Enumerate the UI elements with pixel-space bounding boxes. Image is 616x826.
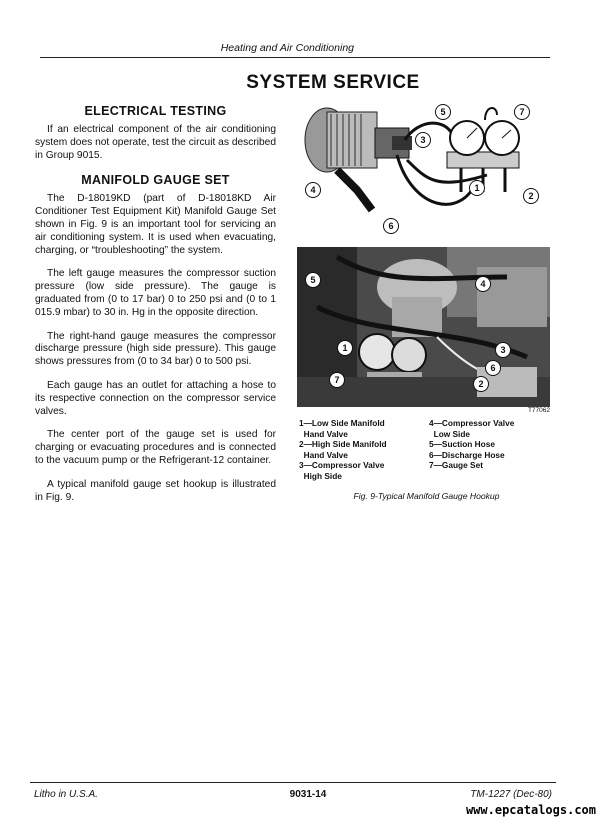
electrical-testing-heading: ELECTRICAL TESTING [84, 104, 227, 118]
legend-item: 1 —Low Side Manifold Hand Valve [299, 418, 385, 439]
callout-bottom-3: 3 [495, 342, 511, 358]
watermark: www.epcatalogs.com [465, 803, 596, 817]
callout-top-4: 4 [305, 182, 321, 198]
electrical-paragraph: If an electrical component of the air conditioning system does not operate, test the circuit as described in Group 9015. [35, 124, 276, 161]
left-column [35, 104, 276, 515]
legend-item: 5 —Suction Hose [429, 439, 495, 450]
callout-bottom-6: 6 [485, 360, 501, 376]
page-title: SYSTEM SERVICE [246, 72, 420, 93]
callout-top-6: 6 [383, 218, 399, 234]
manifold-paragraph-1: The D-18019KD (part of D-18018KD Air Conditioner Test Equipment Kit) Manifold Gauge Set shown in Fig. 9 is an important tool for servicing an air conditioning system. It is used when evacuating, charging, or “troubleshooting” the system. [35, 193, 276, 256]
figure-caption: Fig. 9-Typical Manifold Gauge Hookup [353, 491, 500, 501]
header-rule [40, 57, 550, 58]
legend-column-left [299, 418, 419, 482]
legend-item: 7 —Gauge Set [429, 460, 483, 471]
page-number: 9031-14 [289, 789, 327, 800]
running-head: Heating and Air Conditioning [220, 42, 354, 54]
manifold-paragraph-2: The left gauge measures the compressor suction pressure (low side pressure). The gauge is graduated from (0 to 17 bar) 0 to 250 psi and (0 to 1 015.9 mbar) to 30 in. Hg in the opposite direction. [35, 268, 276, 318]
callout-bottom-1: 1 [337, 340, 353, 356]
manifold-paragraph-6: A typical manifold gauge set hookup is illustrated in Fig. 9. [35, 478, 276, 503]
manifold-paragraph-3: The right-hand gauge measures the compressor discharge pressure (high side pressure). This gauge shows pressures from (0 to 34 bar) 0 to 500 psi. [35, 330, 276, 368]
legend-column-right [429, 418, 549, 471]
callout-bottom-7: 7 [329, 372, 345, 388]
legend-item: 4 —Compressor Valve Low Side [429, 418, 515, 439]
callout-bottom-5: 5 [305, 272, 321, 288]
manifold-paragraph-4: Each gauge has an outlet for attaching a hose to its respective connection on the compressor service valves. [35, 379, 276, 417]
callout-bottom-2: 2 [473, 376, 489, 392]
photo-code: T77062 [527, 407, 550, 414]
legend-item: 3 —Compressor Valve High Side [299, 460, 385, 481]
callout-top-5: 5 [435, 104, 451, 120]
footer-litho: Litho in U.S.A. [34, 789, 98, 800]
callout-bottom-4: 4 [475, 276, 491, 292]
callout-top-3: 3 [415, 132, 431, 148]
legend-item: 2 —High Side Manifold Hand Valve [299, 439, 387, 460]
manifold-gauge-illustration [297, 100, 550, 247]
callout-top-7: 7 [514, 104, 530, 120]
legend-item: 6 —Discharge Hose [429, 449, 505, 460]
figure-9 [297, 100, 550, 415]
footer-rule [30, 782, 556, 783]
manifold-gauge-heading: MANIFOLD GAUGE SET [81, 173, 230, 188]
footer-manual-id: TM-1227 (Dec-80) [470, 789, 552, 800]
manifold-paragraph-5: The center port of the gauge set is used for charging or evacuating procedures and is connected to the vacuum pump or the Refrigerant-12 container. [35, 429, 276, 466]
callout-top-2: 2 [523, 188, 539, 204]
callout-top-1: 1 [469, 180, 485, 196]
